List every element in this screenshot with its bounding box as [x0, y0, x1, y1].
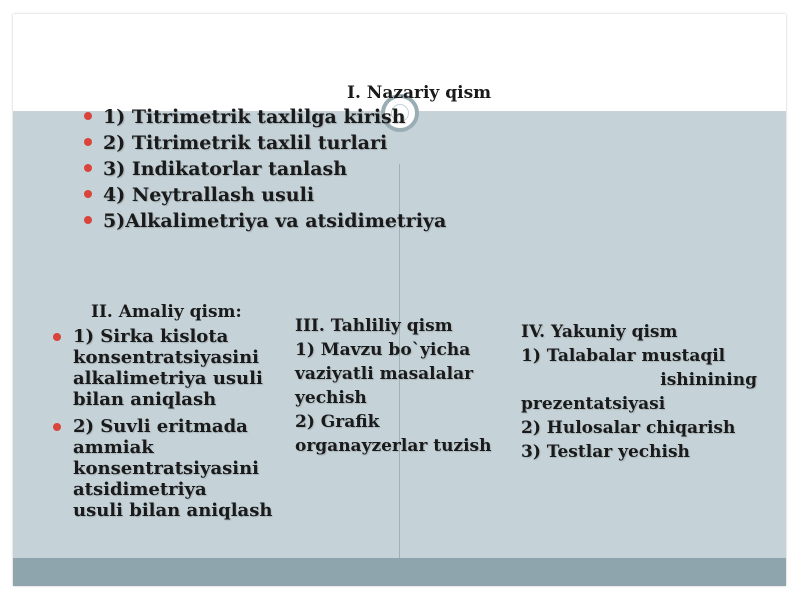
list-item-line: konsentratsiyasini: [73, 458, 260, 479]
section3-line: organayzerlar tuzish: [295, 436, 492, 456]
section4-title: IV. Yakuniy qism: [521, 322, 678, 342]
section3-block: [295, 314, 491, 458]
section4-line: prezentatsiyasi: [521, 394, 666, 414]
list-item-text: 4) Neytrallash usuli: [103, 184, 315, 206]
list-item-line: ammiak: [73, 437, 154, 458]
list-item-line: 1) Sirka kislota: [73, 326, 229, 347]
section3-line: vaziyatli masalalar: [295, 364, 474, 384]
bullet-icon: [84, 112, 92, 120]
bullet-icon: [53, 423, 61, 431]
section2-list: [53, 326, 293, 527]
list-item: [53, 326, 293, 410]
bullet-icon: [53, 333, 61, 341]
list-item-text: 3) Indikatorlar tanlash: [103, 158, 348, 180]
slide: [13, 14, 786, 586]
list-item-line: usuli bilan aniqlash: [73, 500, 273, 521]
list-item: [81, 130, 446, 156]
list-item: [81, 104, 446, 130]
section1-list: [81, 104, 446, 234]
list-item: [81, 208, 446, 234]
section4-line: 2) Hulosalar chiqarish: [521, 418, 736, 438]
bullet-icon: [84, 190, 92, 198]
bullet-icon: [84, 216, 92, 224]
list-item: [53, 416, 293, 521]
list-item-line: 2) Suvli eritmada: [73, 416, 248, 437]
bullet-icon: [84, 164, 92, 172]
section4-line: 1) Talabalar mustaqil: [521, 346, 726, 366]
section3-line: 1) Mavzu bo`yicha: [295, 340, 471, 360]
list-item-line: bilan aniqlash: [73, 389, 217, 410]
section4-block: [521, 320, 757, 464]
section2-title: II. Amaliy qism:: [91, 302, 242, 322]
list-item: [81, 156, 446, 182]
section4-line: 3) Testlar yechish: [521, 442, 690, 462]
list-item-text: 2) Titrimetrik taxlil turlari: [103, 132, 388, 154]
list-item-text: 5)Alkalimetriya va atsidimetriya: [103, 210, 447, 232]
slide-footer-band: [13, 558, 786, 586]
section4-line: ishinining: [660, 370, 757, 390]
section3-title: III. Tahliliy qism: [295, 316, 453, 336]
list-item-line: atsidimetriya: [73, 479, 207, 500]
bullet-icon: [84, 138, 92, 146]
list-item: [81, 182, 446, 208]
section3-line: 2) Grafik: [295, 412, 380, 432]
list-item-text: 1) Titrimetrik taxlilga kirish: [103, 106, 406, 128]
list-item-line: konsentratsiyasini: [73, 347, 260, 368]
section3-line: yechish: [295, 388, 367, 408]
list-item-line: alkalimetriya usuli: [73, 368, 263, 389]
section1-title: I. Nazariy qism: [347, 83, 492, 103]
